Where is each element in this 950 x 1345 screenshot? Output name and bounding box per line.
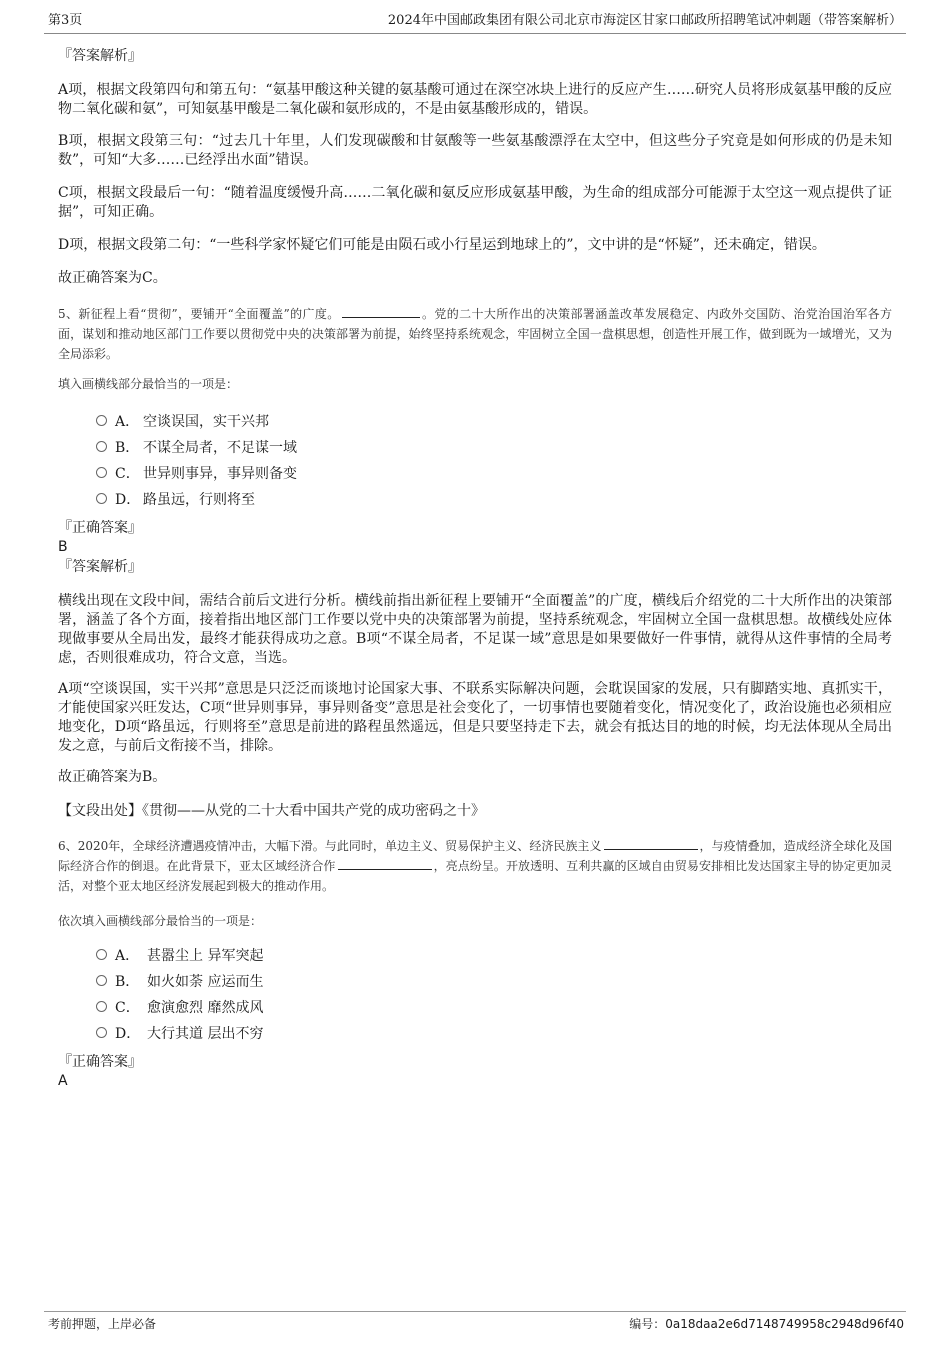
q5-analysis-label: 『答案解析』 xyxy=(58,559,142,575)
q4-analysis-a: A项，根据文段第四句和第五句：“氨基甲酸这种关键的氨基酸可通过在深空冰块上进行的反应产生……研究人员将形成氨基甲酸的反应物二氧化碳和氨”，可知氨基甲酸是二氧化碳和氨形成的，不是由氨基酸形成的，错误。 xyxy=(58,82,892,117)
q6-option-b[interactable]: B． 如火如荼 应运而生 xyxy=(96,971,263,993)
radio-icon[interactable] xyxy=(96,949,107,960)
q5-analysis-1: 横线出现在文段中间，需结合前后文进行分析。横线前指出新征程上要铺开“全面覆盖”的广度，横线后介绍党的二十大所作出的决策部署，涵盖了各个方面，接着指出地区部门工作要以党中央的决策部署为前提，坚持系统观念，牢固树立全国一盘棋思想。故横线处应体现做事要从全局出发，最终才能获得成功之意。B项“不谋全局者，不足谋一域”意思是如果要做好一件事情，就得从这件事情的全局考虑，否则很难成功，符合文意，当选。 xyxy=(58,593,892,666)
radio-icon[interactable] xyxy=(96,441,107,452)
q6-option-c[interactable]: C． 愈演愈烈 靡然成风 xyxy=(96,997,263,1019)
q6-answer: A xyxy=(58,1073,68,1089)
q5-stem-part-a: 5、新征程上看“贯彻”，要铺开“全面覆盖”的广度。 xyxy=(58,307,340,321)
q5-prompt: 填入画横线部分最恰当的一项是： xyxy=(58,377,239,391)
q5-conclusion: 故正确答案为B。 xyxy=(58,769,167,785)
radio-icon[interactable] xyxy=(96,1027,107,1038)
document-title: 2024年中国邮政集团有限公司北京市海淀区甘家口邮政所招聘笔试冲刺题（带答案解析） xyxy=(387,13,902,28)
q4-analysis-label: 『答案解析』 xyxy=(58,48,142,64)
radio-icon[interactable] xyxy=(96,1001,107,1012)
q6-blank-1 xyxy=(604,837,698,850)
q6-blank-2 xyxy=(338,857,432,870)
q4-conclusion: 故正确答案为C。 xyxy=(58,270,167,286)
q5-option-c[interactable]: C． 世异则事异，事异则备变 xyxy=(96,463,297,485)
q4-analysis-d: D项，根据文段第二句：“一些科学家怀疑它们可能是由陨石或小行星运到地球上的”，文中讲的是“怀疑”，还未确定，错误。 xyxy=(58,237,826,253)
q4-analysis-b: B项，根据文段第三句：“过去几十年里，人们发现碳酸和甘氨酸等一些氨基酸漂浮在太空中，但这些分子究竟是如何形成的仍是未知数”，可知“大多……已经浮出水面”错误。 xyxy=(58,133,892,168)
q6-stem-part-a: 6、2020年，全球经济遭遇疫情冲击，大幅下滑。与此同时，单边主义、贸易保护主义、经济民族主义 xyxy=(58,839,602,853)
q5-answer: B xyxy=(58,539,68,555)
radio-icon[interactable] xyxy=(96,493,107,504)
q5-analysis-2: A项“空谈误国，实干兴邦”意思是只泛泛而谈地讨论国家大事、不联系实际解决问题，会耽误国家的发展，只有脚踏实地、真抓实干，才能使国家兴旺发达，C项“世异则事异，事异则备变”意思是社会变化了，一切事情也要随着变化，情况变化了，政治设施也必须相应地变化，D项“路虽远，行则将至”意思是前进的路程虽然遥远，但是只要坚持走下去，就会有抵达目的地的时候，均无法体现从全局出发之意，与前后文衔接不当，排除。 xyxy=(58,681,892,754)
q5-option-b[interactable]: B． 不谋全局者，不足谋一域 xyxy=(96,437,297,459)
q5-option-d[interactable]: D． 路虽远，行则将至 xyxy=(96,489,255,511)
q6-option-a[interactable]: A． 甚嚣尘上 异军突起 xyxy=(96,945,263,967)
q6-option-d[interactable]: D． 大行其道 层出不穷 xyxy=(96,1023,263,1045)
q6-answer-label: 『正确答案』 xyxy=(58,1054,142,1070)
page-footer xyxy=(44,1311,906,1334)
q6-stem-part-c: ，亮点纷呈。开放透明、互利共赢的区域自由贸易安排相比发达国家主导的协定更加灵活，对整个亚太地区经济发展起到极大的推动作用。 xyxy=(58,859,892,893)
q6-stem-part-b: ，与疫情叠加，造成经济全球化及国际经济合作的倒退。在此背景下，亚太区域经济合作 xyxy=(58,839,892,873)
radio-icon[interactable] xyxy=(96,975,107,986)
footer-slogan: 考前押题，上岸必备 xyxy=(48,1317,157,1331)
q6-stem xyxy=(58,836,892,896)
q4-analysis-c: C项，根据文段最后一句：“随着温度缓慢升高……二氧化碳和氨反应形成氨基甲酸，为生命的组成部分可能源于太空这一观点提供了证据”，可知正确。 xyxy=(58,185,892,220)
q5-stem xyxy=(58,304,892,364)
page-header xyxy=(44,11,906,34)
radio-icon[interactable] xyxy=(96,415,107,426)
q5-option-a[interactable]: A． 空谈误国，实干兴邦 xyxy=(96,411,269,433)
page-number: 第3页 xyxy=(48,13,83,28)
footer-code-value: 0a18daa2e6d7148749958c2948d96f40 xyxy=(665,1317,904,1331)
q5-source: 【文段出处】《贯彻——从党的二十大看中国共产党的成功密码之十》 xyxy=(58,803,485,819)
q5-stem-part-b: 。党的二十大所作出的决策部署涵盖改革发展稳定、内政外交国防、治党治国治军各方面，谋划和推动地区部门工作要以贯彻党中央的决策部署为前提，始终坚持系统观念，牢固树立全国一盘棋思想，创造性开展工作，做到既为一域增光，又为全局添彩。 xyxy=(58,307,892,361)
q5-answer-label: 『正确答案』 xyxy=(58,520,142,536)
footer-code-label: 编号： xyxy=(629,1317,666,1331)
footer-code xyxy=(629,1315,904,1333)
q6-prompt: 依次填入画横线部分最恰当的一项是： xyxy=(58,914,263,928)
q5-blank xyxy=(342,305,420,318)
radio-icon[interactable] xyxy=(96,467,107,478)
